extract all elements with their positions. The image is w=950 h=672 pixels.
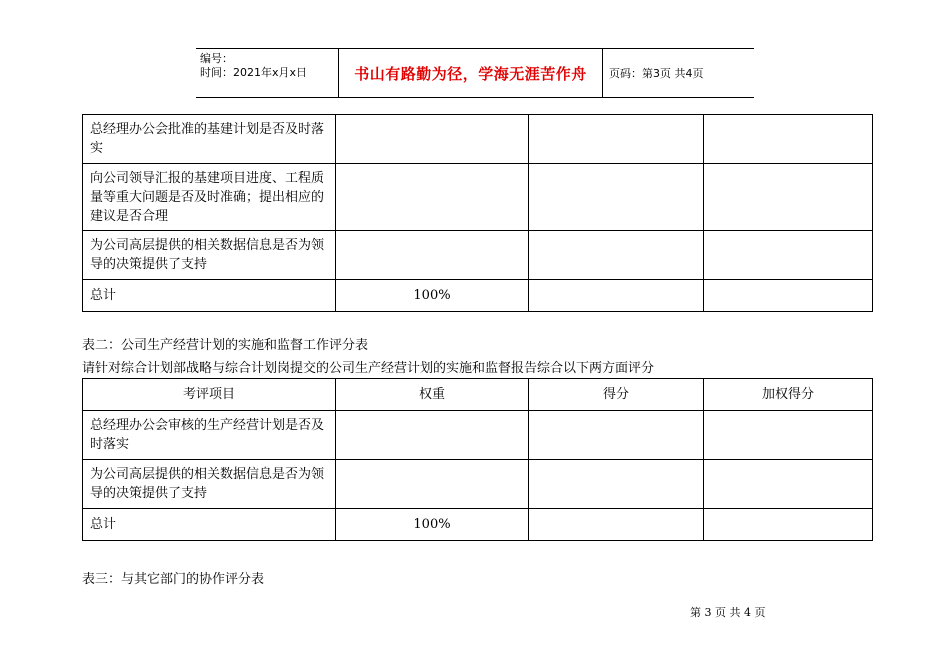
table-cell: 总经理办公会批准的基建计划是否及时落实 bbox=[83, 115, 336, 164]
table-cell bbox=[704, 280, 873, 312]
table-cell bbox=[336, 460, 529, 509]
table-cell bbox=[529, 411, 704, 460]
table-cell bbox=[704, 115, 873, 164]
header-page-label: 页码：第3页 共4页 bbox=[609, 67, 704, 80]
table-cell bbox=[529, 509, 704, 541]
table-cell bbox=[336, 115, 529, 164]
table-header-cell: 加权得分 bbox=[704, 379, 873, 411]
page-footer: 第 3 页 共 4 页 bbox=[690, 606, 766, 619]
table-row bbox=[83, 231, 873, 280]
table-cell bbox=[704, 231, 873, 280]
table-row bbox=[83, 460, 873, 509]
table-2-title: 表二：公司生产经营计划的实施和监督工作评分表 bbox=[82, 338, 369, 353]
table-cell bbox=[336, 231, 529, 280]
table-cell bbox=[704, 460, 873, 509]
table-cell bbox=[529, 115, 704, 164]
table-cell: 为公司高层提供的相关数据信息是否为领导的决策提供了支持 bbox=[83, 460, 336, 509]
table-cell bbox=[336, 411, 529, 460]
table-cell bbox=[529, 164, 704, 231]
page-header bbox=[196, 48, 754, 98]
table-cell: 向公司领导汇报的基建项目进度、工程质量等重大问题是否及时准确；提出相应的建议是否合理 bbox=[83, 164, 336, 231]
table-cell bbox=[704, 411, 873, 460]
table-cell: 100% bbox=[336, 509, 529, 541]
table-cell: 总经理办公会审核的生产经营计划是否及时落实 bbox=[83, 411, 336, 460]
table-cell bbox=[529, 280, 704, 312]
table-3-title: 表三：与其它部门的协作评分表 bbox=[82, 572, 265, 587]
table-row bbox=[83, 115, 873, 164]
table-header-cell: 权重 bbox=[336, 379, 529, 411]
table-row bbox=[83, 164, 873, 231]
table-header-cell: 考评项目 bbox=[83, 379, 336, 411]
table-cell: 为公司高层提供的相关数据信息是否为领导的决策提供了支持 bbox=[83, 231, 336, 280]
table-cell bbox=[529, 231, 704, 280]
table-cell bbox=[704, 509, 873, 541]
number-label: 编号： bbox=[200, 52, 233, 65]
table-row bbox=[83, 509, 873, 541]
table-row bbox=[83, 280, 873, 312]
table-2 bbox=[82, 378, 873, 541]
time-label: 时间：2021年x月x日 bbox=[200, 66, 308, 79]
table-cell bbox=[529, 460, 704, 509]
table-cell: 总计 bbox=[83, 509, 336, 541]
table-header-row bbox=[83, 379, 873, 411]
header-motto: 书山有路勤为径，学海无涯苦作舟 bbox=[339, 49, 603, 97]
table-1 bbox=[82, 114, 873, 312]
header-info bbox=[196, 49, 339, 97]
table-cell: 100% bbox=[336, 280, 529, 312]
table-2-instruction: 请针对综合计划部战略与综合计划岗提交的公司生产经营计划的实施和监督报告综合以下两方面评分 bbox=[82, 361, 655, 376]
table-cell bbox=[336, 164, 529, 231]
table-cell: 总计 bbox=[83, 280, 336, 312]
table-row bbox=[83, 411, 873, 460]
table-cell bbox=[704, 164, 873, 231]
table-header-cell: 得分 bbox=[529, 379, 704, 411]
